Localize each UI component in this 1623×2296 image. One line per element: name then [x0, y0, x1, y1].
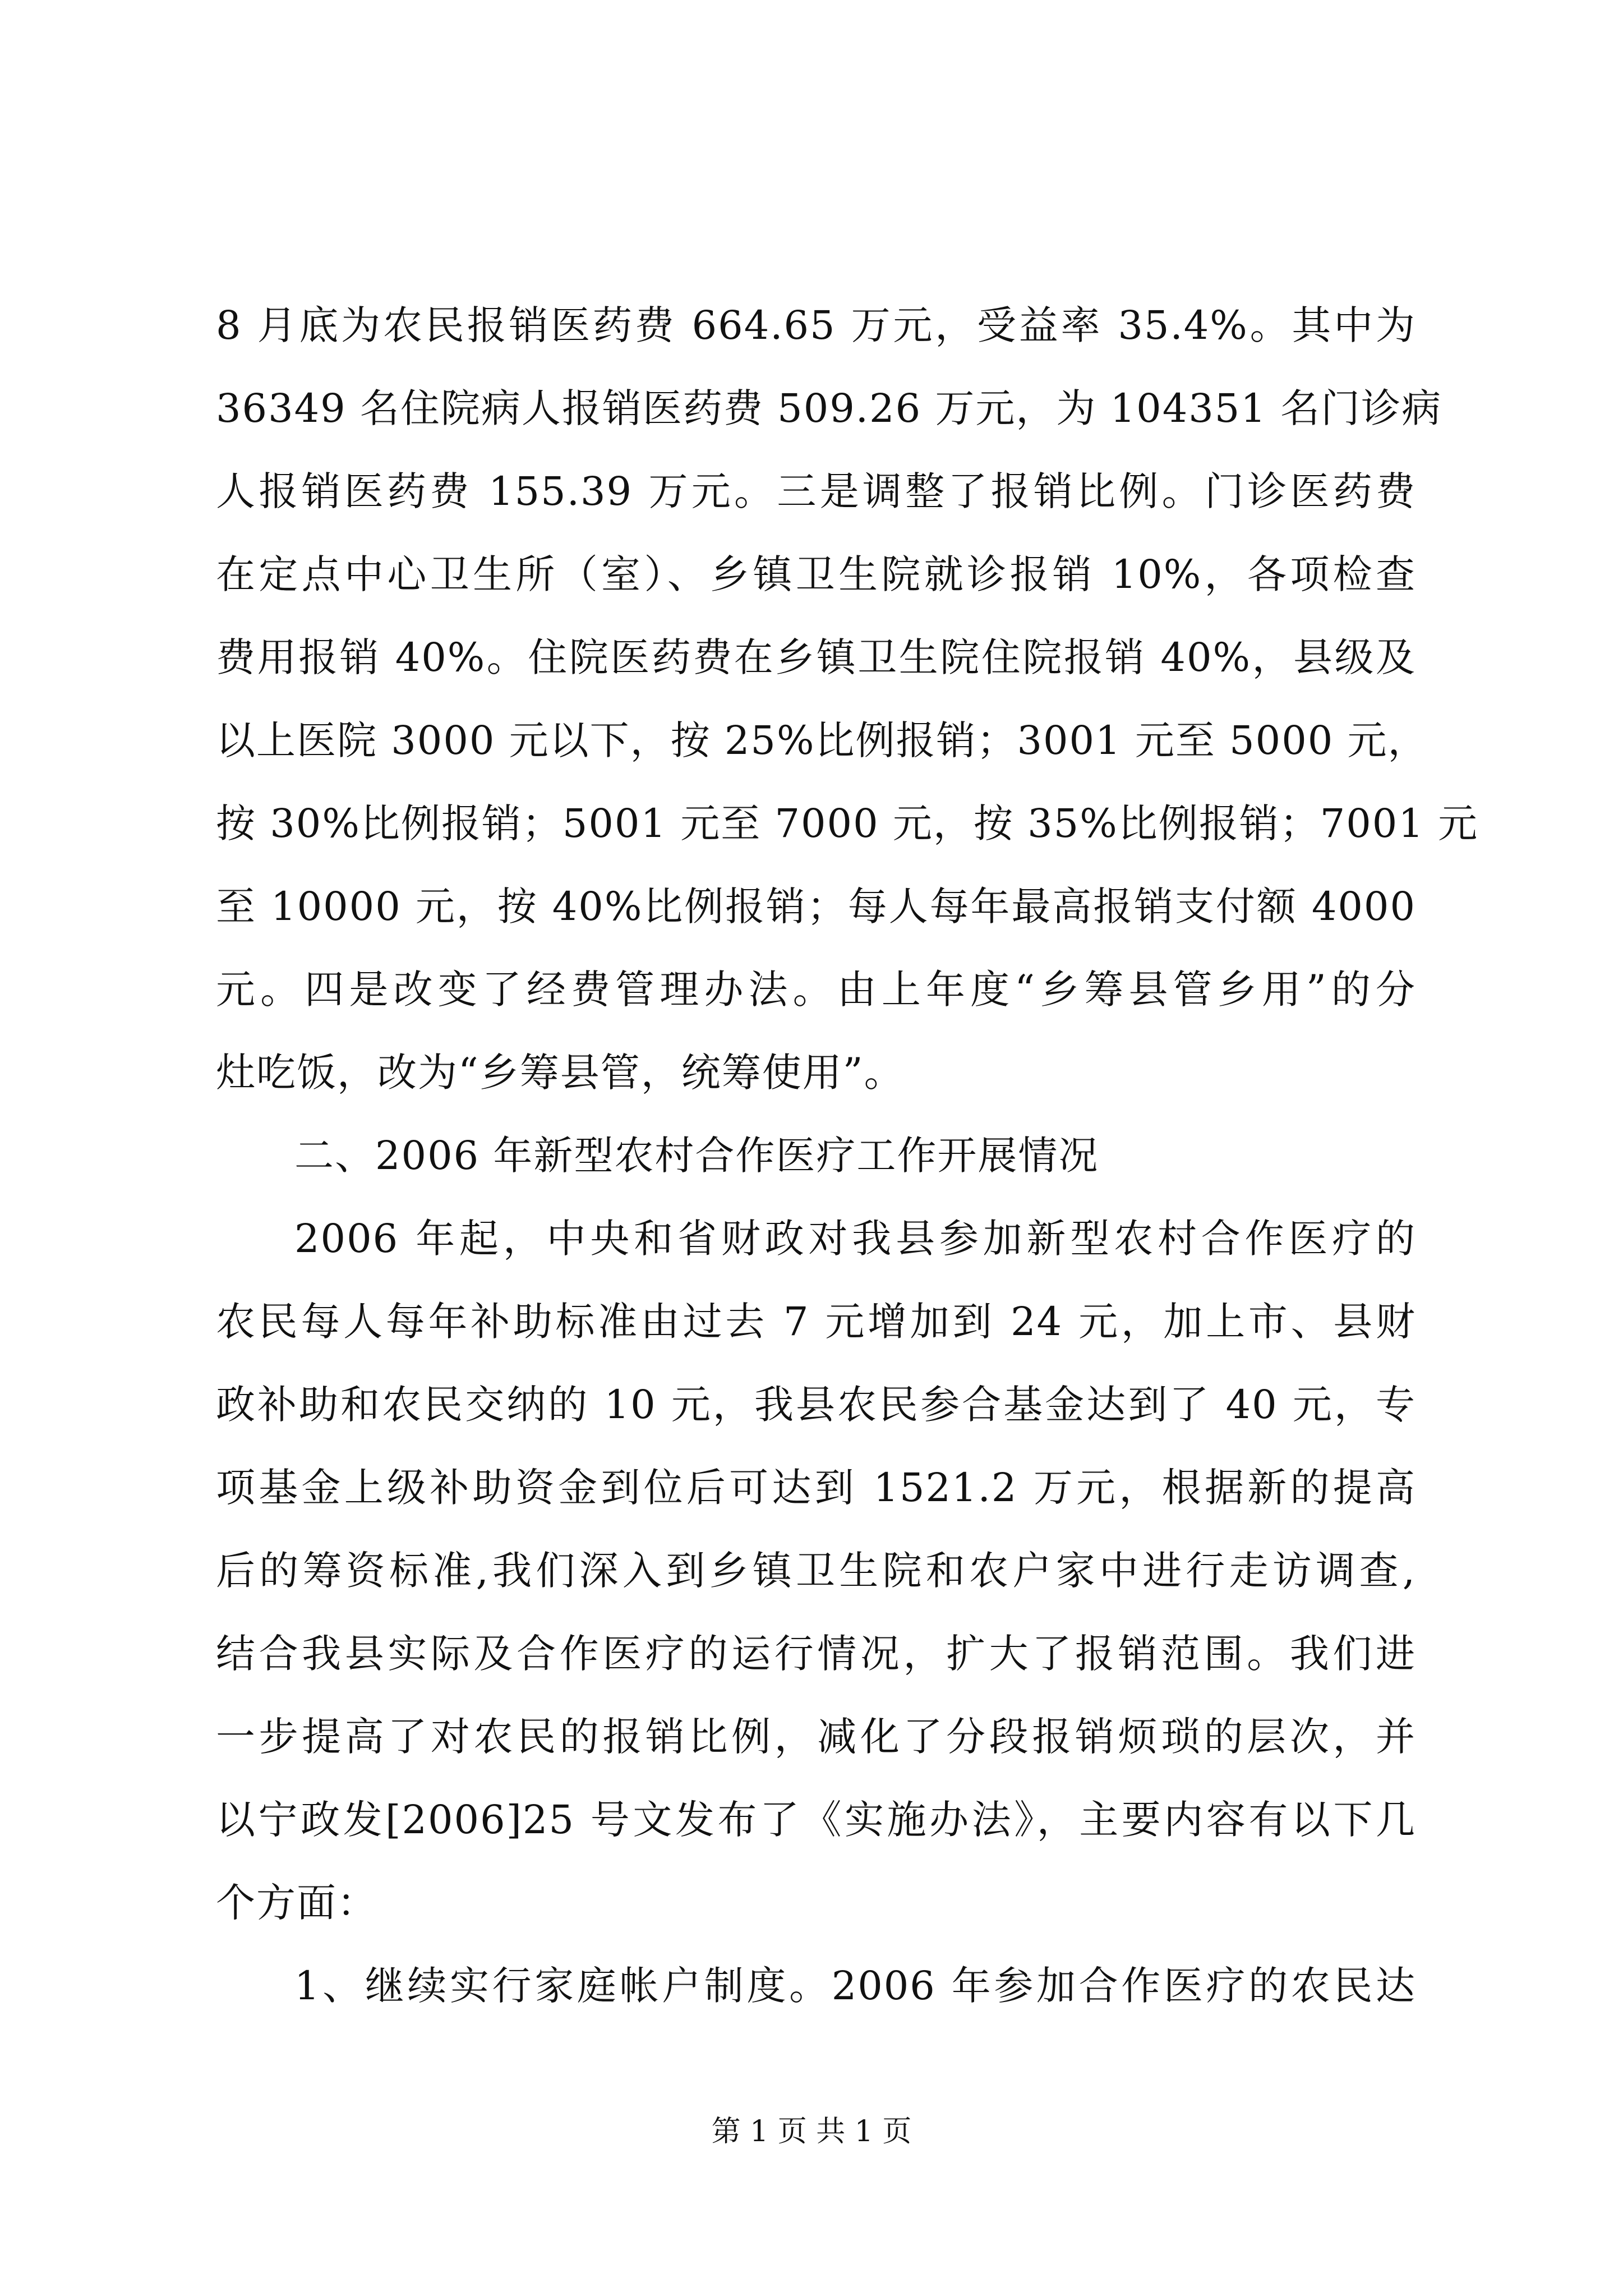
text-line: 按 30%比例报销；5001 元至 7000 元，按 35%比例报销；7001 元: [216, 800, 1479, 846]
text-line: 以宁政发[2006]25 号文发布了《实施办法》，主要内容有以下几: [216, 1797, 1416, 1843]
section-heading: 二、2006 年新型农村合作医疗工作开展情况: [294, 1133, 1099, 1179]
text-line: 个方面：: [216, 1880, 377, 1926]
text-line: 政补助和农民交纳的 10 元，我县农民参合基金达到了 40 元，专: [216, 1382, 1416, 1428]
text-line: 至 10000 元，按 40%比例报销；每人每年最高报销支付额 4000: [216, 884, 1416, 930]
text-line: 后的筹资标准,我们深入到乡镇卫生院和农户家中进行走访调查,: [216, 1548, 1416, 1594]
text-line: 费用报销 40%。住院医药费在乡镇卫生院住院报销 40%，县级及: [216, 634, 1416, 680]
page-footer: 第 1 页 共 1 页: [711, 2115, 912, 2148]
text-line: 1、继续实行家庭帐户制度。2006 年参加合作医疗的农民达: [294, 1963, 1416, 2009]
text-line: 人报销医药费 155.39 万元。三是调整了报销比例。门诊医药费: [216, 468, 1416, 514]
text-line: 一步提高了对农民的报销比例，减化了分段报销烦琐的层次，并: [216, 1714, 1416, 1760]
text-line: 8 月底为农民报销医药费 664.65 万元，受益率 35.4%。其中为: [216, 302, 1416, 348]
text-line: 农民每人每年补助标准由过去 7 元增加到 24 元，加上市、县财: [216, 1299, 1416, 1345]
text-line: 项基金上级补助资金到位后可达到 1521.2 万元，根据新的提高: [216, 1465, 1416, 1511]
text-line: 元。四是改变了经费管理办法。由上年度“乡筹县管乡用”的分: [216, 967, 1416, 1013]
text-line: 结合我县实际及合作医疗的运行情况，扩大了报销范围。我们进: [216, 1631, 1416, 1677]
text-line: 以上医院 3000 元以下，按 25%比例报销；3001 元至 5000 元，: [216, 717, 1428, 763]
text-line: 2006 年起，中央和省财政对我县参加新型农村合作医疗的: [294, 1216, 1416, 1262]
text-line: 在定点中心卫生所（室）、乡镇卫生院就诊报销 10%，各项检查: [216, 551, 1416, 597]
text-line: 36349 名住院病人报销医药费 509.26 万元，为 104351 名门诊病: [216, 385, 1442, 431]
text-line: 灶吃饭，改为“乡筹县管，统筹使用”。: [216, 1050, 905, 1096]
